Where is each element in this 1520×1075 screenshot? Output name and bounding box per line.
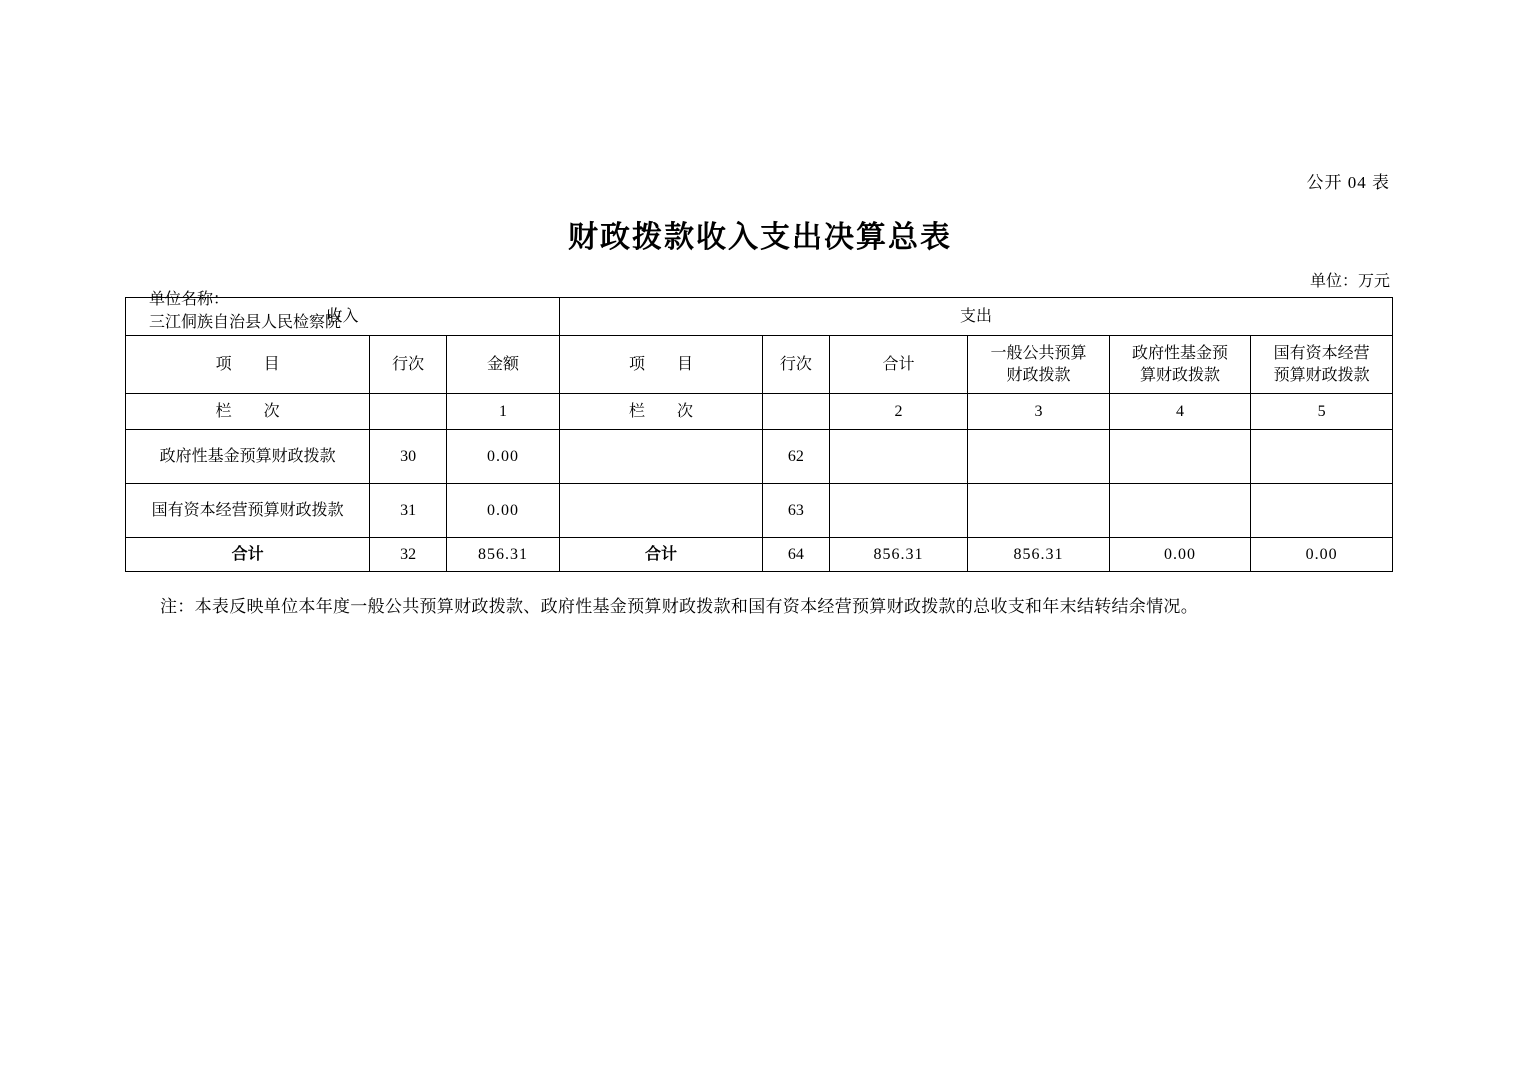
total-expenditure-label: 合计 bbox=[559, 538, 762, 572]
header-state-capital-budget-line2: 预算财政拨款 bbox=[1273, 366, 1370, 384]
header-gov-fund-budget-line1: 政府性基金预 bbox=[1132, 344, 1229, 362]
row-expenditure-item bbox=[559, 430, 762, 484]
fiscal-appropriation-table bbox=[125, 297, 1393, 572]
row-expenditure-general bbox=[968, 430, 1110, 484]
row-expenditure-capital bbox=[1251, 430, 1393, 484]
row-expenditure-total bbox=[829, 430, 967, 484]
group-header-expenditure: 支出 bbox=[559, 298, 1392, 336]
table-row bbox=[126, 484, 1393, 538]
row-income-line: 31 bbox=[370, 484, 447, 538]
total-expenditure-fund: 0.00 bbox=[1109, 538, 1251, 572]
row-expenditure-total bbox=[829, 484, 967, 538]
header-income-line: 行次 bbox=[370, 336, 447, 394]
row-expenditure-capital bbox=[1251, 484, 1393, 538]
column-index-exp-total: 2 bbox=[829, 394, 967, 430]
header-gov-fund-budget bbox=[1109, 336, 1251, 394]
total-income-label: 合计 bbox=[126, 538, 370, 572]
row-expenditure-fund bbox=[1109, 430, 1251, 484]
table-column-index-row bbox=[126, 394, 1393, 430]
row-expenditure-fund bbox=[1109, 484, 1251, 538]
header-expenditure-line: 行次 bbox=[763, 336, 830, 394]
row-expenditure-line: 63 bbox=[763, 484, 830, 538]
page-title: 财政拨款收入支出决算总表 bbox=[568, 221, 952, 254]
row-expenditure-general bbox=[968, 484, 1110, 538]
unit-name-label: 单位名称： bbox=[149, 291, 230, 308]
column-index-income-blank bbox=[370, 394, 447, 430]
table-row bbox=[126, 430, 1393, 484]
amount-unit: 单位：万元 bbox=[1309, 273, 1390, 290]
row-expenditure-item bbox=[559, 484, 762, 538]
header-general-public-budget bbox=[968, 336, 1110, 394]
column-index-label-expenditure: 栏 次 bbox=[559, 394, 762, 430]
column-index-exp-fund: 4 bbox=[1109, 394, 1251, 430]
column-index-exp-capital: 5 bbox=[1251, 394, 1393, 430]
header-general-public-budget-line1: 一般公共预算 bbox=[990, 344, 1087, 362]
header-state-capital-budget-line1: 国有资本经营 bbox=[1273, 344, 1370, 362]
row-income-item: 国有资本经营预算财政拨款 bbox=[126, 484, 370, 538]
total-expenditure-line: 64 bbox=[763, 538, 830, 572]
table-note: 注：本表反映单位本年度一般公共预算财政拨款、政府性基金预算财政拨款和国有资本经营预算财政拨款的总收支和年末结转结余情况。 bbox=[160, 597, 1198, 616]
header-expenditure-item: 项 目 bbox=[559, 336, 762, 394]
unit-name-value: 三江侗族自治县人民检察院 bbox=[149, 314, 342, 331]
table-column-header-row bbox=[126, 336, 1393, 394]
total-income-amount: 856.31 bbox=[447, 538, 560, 572]
row-expenditure-line: 62 bbox=[763, 430, 830, 484]
row-income-amount: 0.00 bbox=[447, 430, 560, 484]
table-group-header-row bbox=[126, 298, 1393, 336]
total-income-line: 32 bbox=[370, 538, 447, 572]
form-code: 公开 04 表 bbox=[1306, 173, 1390, 192]
group-header-income: 收入 bbox=[126, 298, 560, 336]
header-income-item: 项 目 bbox=[126, 336, 370, 394]
total-expenditure-general: 856.31 bbox=[968, 538, 1110, 572]
column-index-expenditure-blank bbox=[763, 394, 830, 430]
header-expenditure-total: 合计 bbox=[829, 336, 967, 394]
row-income-item: 政府性基金预算财政拨款 bbox=[126, 430, 370, 484]
total-expenditure-total: 856.31 bbox=[829, 538, 967, 572]
header-income-amount: 金额 bbox=[447, 336, 560, 394]
column-index-income: 1 bbox=[447, 394, 560, 430]
header-state-capital-budget bbox=[1251, 336, 1393, 394]
table-total-row bbox=[126, 538, 1393, 572]
row-income-amount: 0.00 bbox=[447, 484, 560, 538]
row-income-line: 30 bbox=[370, 430, 447, 484]
header-gov-fund-budget-line2: 算财政拨款 bbox=[1140, 366, 1221, 384]
column-index-exp-general: 3 bbox=[968, 394, 1110, 430]
total-expenditure-capital: 0.00 bbox=[1251, 538, 1393, 572]
column-index-label-income: 栏 次 bbox=[126, 394, 370, 430]
header-general-public-budget-line2: 财政拨款 bbox=[1006, 366, 1071, 384]
